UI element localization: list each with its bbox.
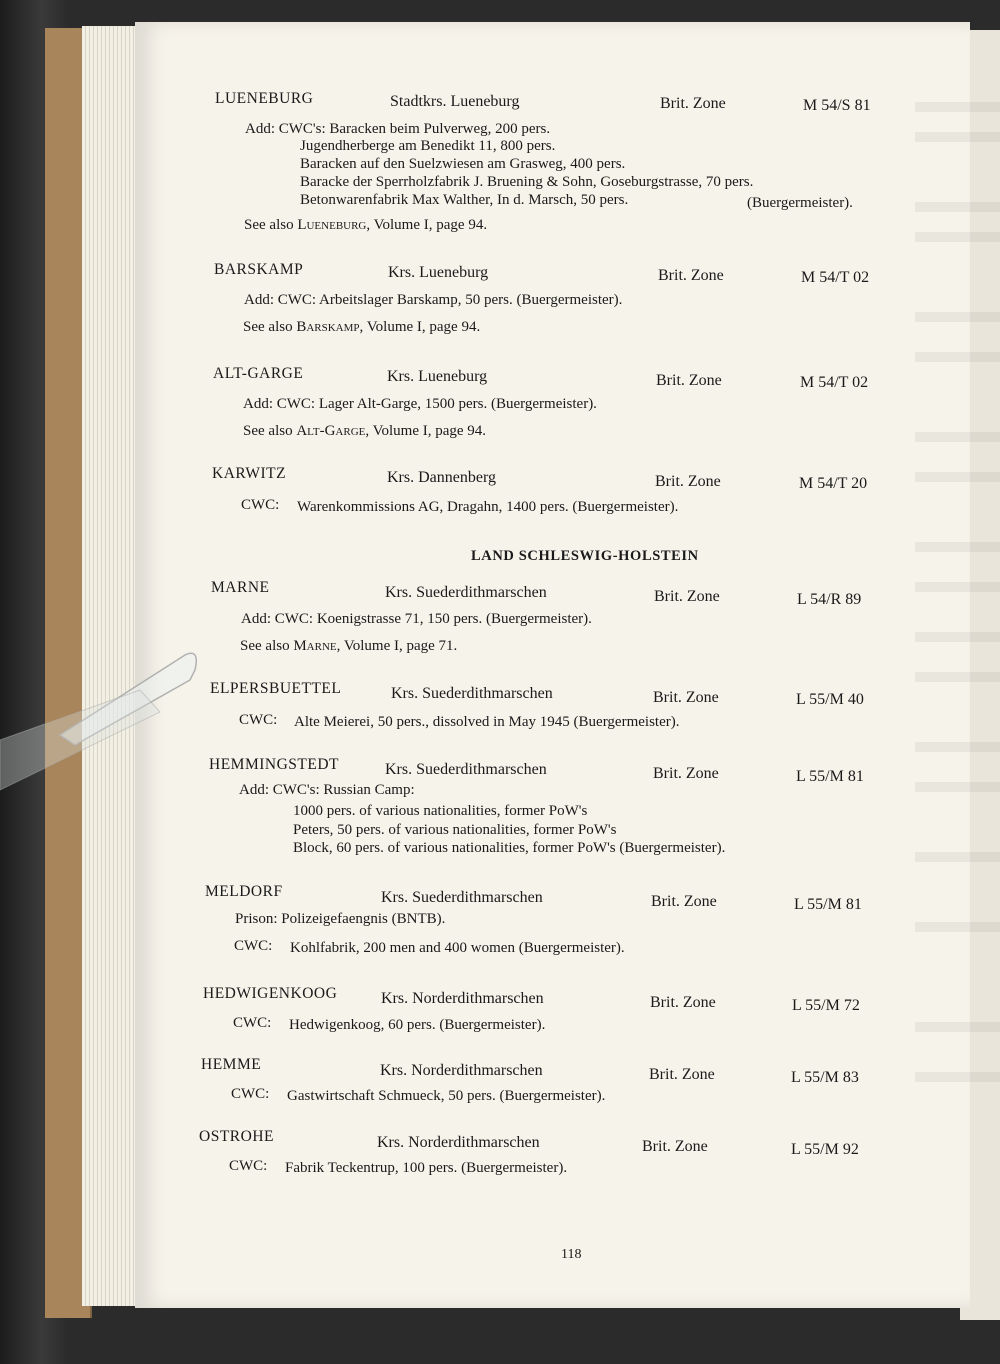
entry-line: Kohlfabrik, 200 men and 400 women (Buergermeister).: [290, 940, 625, 956]
place-name: ALT-GARGE: [213, 365, 304, 382]
zone: Brit. Zone: [654, 588, 720, 605]
place-name: MELDORF: [205, 883, 283, 900]
district: Stadtkrs. Lueneburg: [390, 93, 520, 110]
grid-reference: L 54/R 89: [797, 591, 862, 608]
district: Krs. Norderdithmarschen: [377, 1134, 540, 1151]
district: Krs. Lueneburg: [387, 368, 488, 385]
zone: Brit. Zone: [655, 473, 721, 490]
entry-line: Hedwigenkoog, 60 pers. (Buergermeister).: [289, 1017, 546, 1033]
entry-line: Fabrik Teckentrup, 100 pers. (Buergermeister).: [285, 1160, 568, 1176]
place-name: LUENEBURG: [215, 90, 314, 107]
section-heading: LAND SCHLESWIG-HOLSTEIN: [471, 548, 699, 564]
district: Krs. Dannenberg: [387, 469, 497, 486]
zone: Brit. Zone: [658, 267, 724, 284]
entry-label: CWC:: [239, 712, 278, 728]
entry-label: CWC:: [229, 1158, 268, 1174]
entry-line: Add: CWC: Lager Alt-Garge, 1500 pers. (Buergermeister).: [243, 396, 597, 412]
entry-line: (Buergermeister).: [747, 195, 853, 211]
district: Krs. Norderdithmarschen: [381, 990, 544, 1007]
see-also: See also Alt-Garge, Volume I, page 94.: [243, 423, 487, 439]
entry-label: CWC:: [231, 1086, 270, 1102]
place-name: ELPERSBUETTEL: [210, 680, 342, 697]
district: Krs. Norderdithmarschen: [380, 1062, 543, 1079]
district: Krs. Suederdithmarschen: [381, 889, 543, 906]
entry-label: CWC:: [233, 1015, 272, 1031]
see-also: See also Lueneburg, Volume I, page 94.: [244, 217, 488, 233]
entry-line: Baracke der Sperrholzfabrik J. Bruening & Sohn, Goseburgstrasse, 70 pers.: [300, 174, 754, 190]
show-through-text: [135, 22, 970, 1308]
grid-reference: L 55/M 83: [791, 1069, 859, 1086]
entry-line: Block, 60 pers. of various nationalities, former PoW's (Buergermeister).: [293, 840, 726, 856]
entry-line: Prison: Polizeigefaengnis (BNTB).: [235, 911, 446, 927]
district: Krs. Lueneburg: [388, 264, 489, 281]
grid-reference: L 55/M 92: [791, 1141, 859, 1158]
zone: Brit. Zone: [660, 95, 726, 112]
grid-reference: M 54/T 02: [801, 269, 870, 286]
district: Krs. Suederdithmarschen: [385, 584, 547, 601]
grid-reference: M 54/T 02: [800, 374, 869, 391]
entry-line: 1000 pers. of various nationalities, former PoW's: [293, 803, 588, 819]
zone: Brit. Zone: [653, 689, 719, 706]
see-also: See also Barskamp, Volume I, page 94.: [243, 319, 481, 335]
entry-line: Add: CWC's: Baracken beim Pulverweg, 200 pers.: [245, 121, 551, 137]
entry-line: Gastwirtschaft Schmueck, 50 pers. (Buergermeister).: [287, 1088, 606, 1104]
entry-label: CWC:: [234, 938, 273, 954]
zone: Brit. Zone: [653, 765, 719, 782]
place-name: OSTROHE: [199, 1128, 274, 1145]
district: Krs. Suederdithmarschen: [385, 761, 547, 778]
grid-reference: M 54/T 20: [799, 475, 868, 492]
zone: Brit. Zone: [649, 1066, 715, 1083]
entry-line: Add: CWC: Koenigstrasse 71, 150 pers. (Buergermeister).: [241, 611, 592, 627]
entry-line: Add: CWC: Arbeitslager Barskamp, 50 pers. (Buergermeister).: [244, 292, 623, 308]
place-name: BARSKAMP: [214, 261, 304, 278]
zone: Brit. Zone: [656, 372, 722, 389]
entry-label: CWC:: [241, 497, 280, 513]
grid-reference: L 55/M 81: [796, 768, 864, 785]
page-number: 118: [561, 1247, 582, 1262]
entry-line: Jugendherberge am Benedikt 11, 800 pers.: [300, 138, 556, 154]
page-edges: [82, 26, 140, 1306]
entry-line: Add: CWC's: Russian Camp:: [239, 782, 415, 798]
place-name: KARWITZ: [212, 465, 287, 482]
document-page: [135, 22, 970, 1308]
grid-reference: L 55/M 40: [796, 691, 864, 708]
place-name: MARNE: [211, 579, 270, 596]
zone: Brit. Zone: [651, 893, 717, 910]
entry-line: Warenkommissions AG, Dragahn, 1400 pers. (Buergermeister).: [297, 499, 679, 515]
place-name: HEDWIGENKOOG: [203, 985, 338, 1002]
entry-line: Peters, 50 pers. of various nationalities, former PoW's: [293, 822, 617, 838]
zone: Brit. Zone: [642, 1138, 708, 1155]
entry-line: Baracken auf den Suelzwiesen am Grasweg, 400 pers.: [300, 156, 626, 172]
grid-reference: L 55/M 81: [794, 896, 862, 913]
place-name: HEMMINGSTEDT: [209, 756, 339, 773]
grid-reference: M 54/S 81: [803, 97, 871, 114]
see-also: See also Marne, Volume I, page 71.: [240, 638, 458, 654]
entry-line: Betonwarenfabrik Max Walther, In d. Marsch, 50 pers.: [300, 192, 629, 208]
zone: Brit. Zone: [650, 994, 716, 1011]
entry-line: Alte Meierei, 50 pers., dissolved in May 1945 (Buergermeister).: [294, 714, 680, 730]
grid-reference: L 55/M 72: [792, 997, 860, 1014]
place-name: HEMME: [201, 1056, 262, 1073]
district: Krs. Suederdithmarschen: [391, 685, 553, 702]
